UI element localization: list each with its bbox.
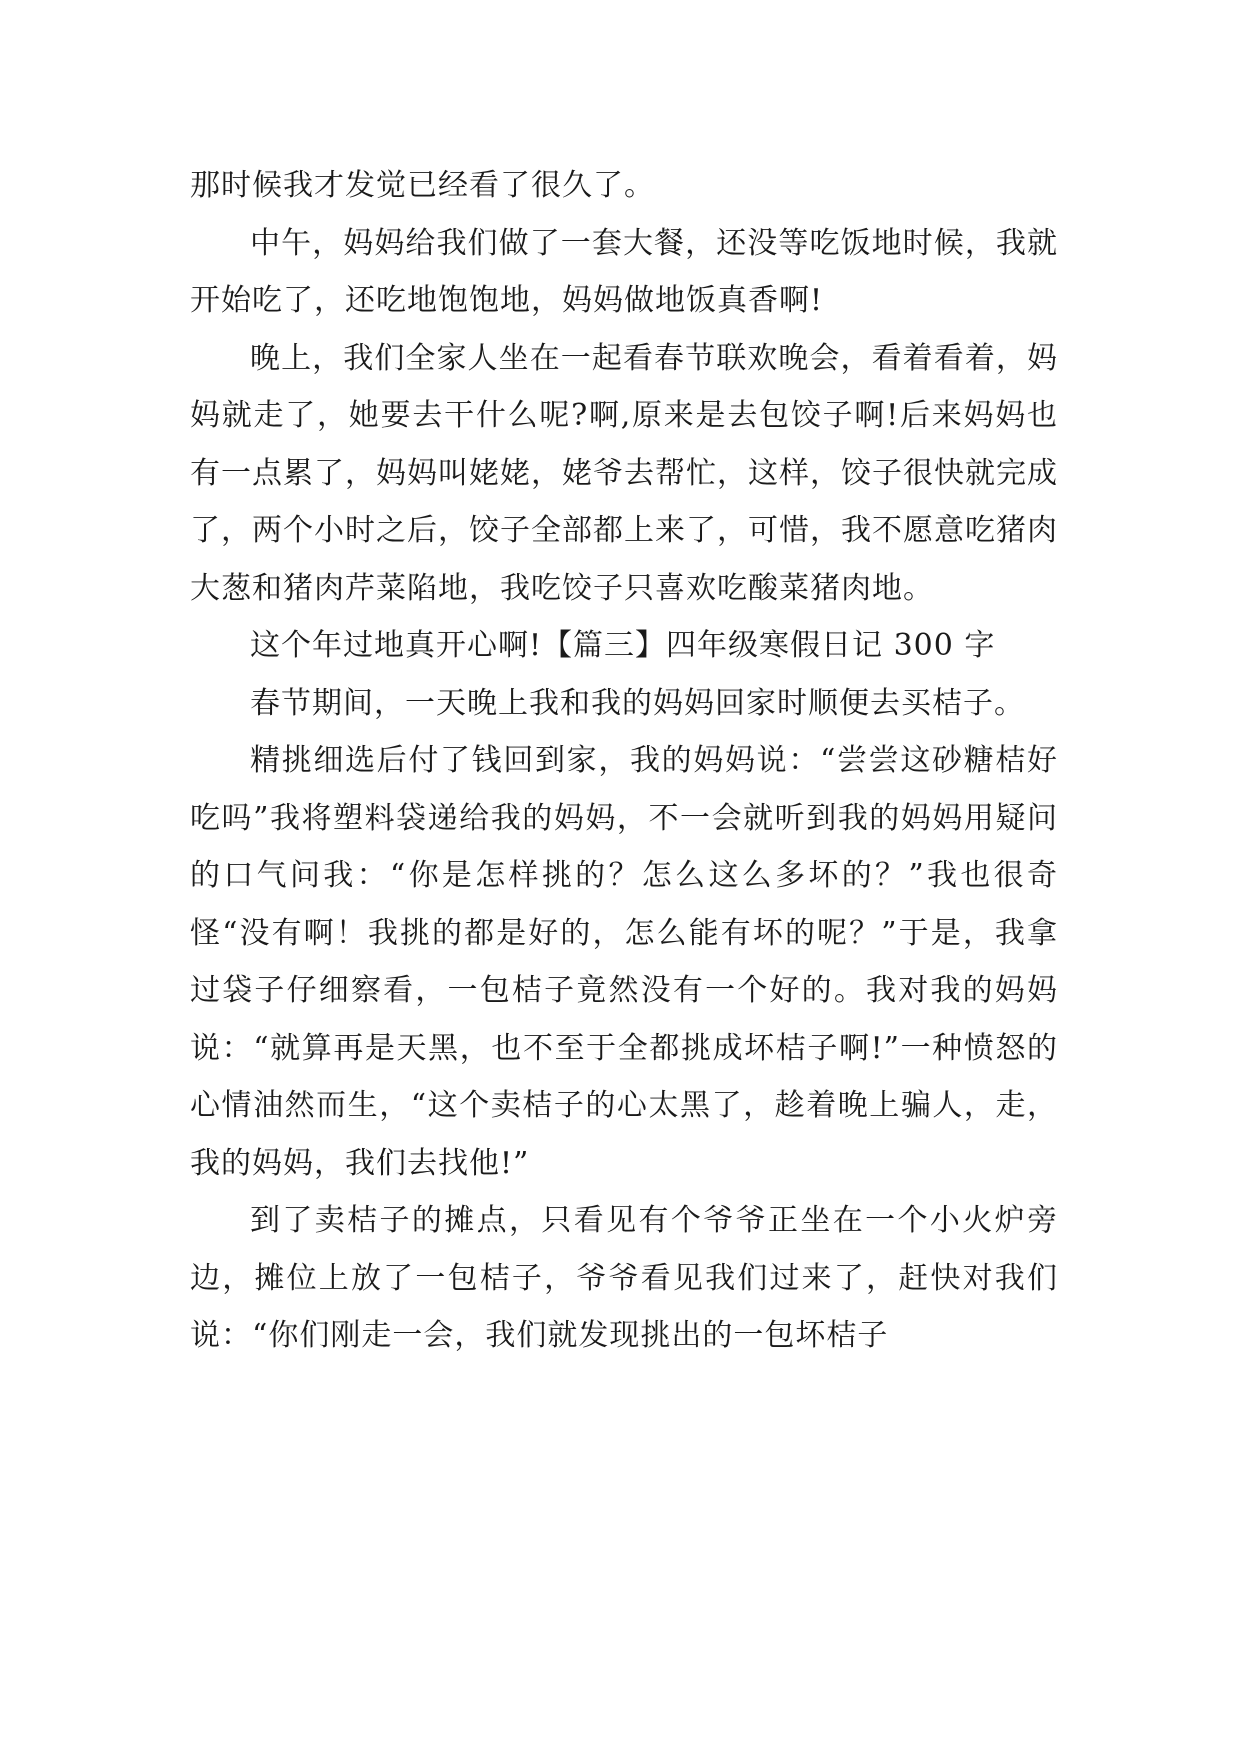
paragraph: 春节期间，一天晚上我和我的妈妈回家时顺便去买桔子。 xyxy=(250,685,1025,721)
paragraph: 中午，妈妈给我们做了一套大餐，还没等吃饭地时候，我就开始吃了，还吃地饱饱地，妈妈做地饭真香啊! xyxy=(190,225,1058,318)
paragraph: 到了卖桔子的摊点，只看见有个爷爷正坐在一个小火炉旁边，摊位上放了一包桔子，爷爷看见我们过来了，赶快对我们说：“你们刚走一会，我们就发现挑出的一包坏桔子 xyxy=(190,1203,1058,1353)
paragraph: 那时候我才发觉已经看了很久了。 xyxy=(190,168,655,203)
paragraph: 晚上，我们全家人坐在一起看春节联欢晚会，看着看着，妈妈就走了，她要去干什么呢?啊,原来是去包饺子啊!后来妈妈也有一点累了，妈妈叫姥姥，姥爷去帮忙，这样，饺子很快就完成了，两个小时之后，饺子全部都上来了，可惜，我不愿意吃猪肉大葱和猪肉芹菜陷地，我吃饺子只喜欢吃酸菜猪肉地。 xyxy=(190,340,1058,606)
paragraph: 精挑细选后付了钱回到家，我的妈妈说：“尝尝这砂糖桔好吃吗”我将塑料袋递给我的妈妈，不一会就听到我的妈妈用疑问的口气问我：“你是怎样挑的？怎么这么多坏的？”我也很奇怪“没有啊！我挑的都是好的，怎么能有坏的呢？”于是，我拿过袋子仔细察看，一包桔子竟然没有一个好的。我对我的妈妈说：“就算再是天黑，也不至于全都挑成坏桔子啊!”一种愤怒的心情油然而生，“这个卖桔子的心太黑了，趁着晚上骗人，走，我的妈妈，我们去找他!” xyxy=(190,743,1058,1181)
document-body xyxy=(190,157,1058,1365)
paragraph: 这个年过地真开心啊!【篇三】四年级寒假日记 300 字 xyxy=(250,628,996,663)
